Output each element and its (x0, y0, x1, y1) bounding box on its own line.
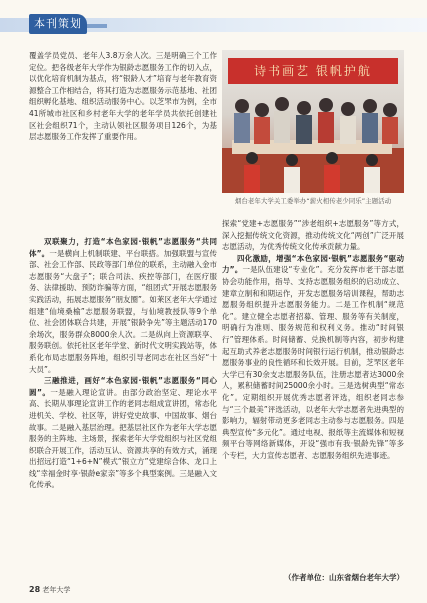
column-left-top (29, 50, 217, 143)
paragraph (29, 375, 217, 491)
photo-caption: 烟台老年大学关工委举办“薪火相传老少同乐”主题活动 (234, 197, 392, 205)
page-number: 28 (29, 585, 41, 594)
paragraph: 覆盖学员党员、老年人3.8万余人次。三是明确三个工作定位。把各级老年大学作为银龄志愿服务工作的切入点，以优化培育机制为基点，将“银龄人才”培育与老年教育资源整合工作相结合，将其打造为志愿服务示范基地、社团组织孵化基地、组织活动服务中心。以芝罘市为例，全市41所城市社区和乡村老年大学的老年学员共依托创建社区社会组织71个，主动认领社区服务项目126个，为基层志愿服务工作发挥了重要作用。 (29, 51, 217, 142)
people-illustration (222, 88, 404, 193)
paragraph-text: 一是横向上机制联建、平台联搭。加强联盟与宣传部、社会工作部、民政等部门单位的联系，主动融入金市志愿服务“大盘子”；联合司法、疾控等部门，在医疗服务、法律援助、预防诈骗等方面，“组团式”开展志愿服务实践活动，拓展志愿服务“朋友圈”。如莱区老年大学通过组建“仙境桑榆”志愿服务联盟，与仙境教授队等9个单位、社会团体联合共建，开展“银龄争先”等主题活动170余场次，服务群众8000余人次。二是纵向上资源联享、服务联创。依托社区老年学堂、新时代文明实践站等，体系化布局志愿服务阵地，组织引导老同志在社区当好“十大员”。 (29, 248, 217, 374)
page-footer (29, 585, 70, 595)
page-header (0, 0, 427, 40)
tab-ribbon (87, 24, 107, 28)
column-left-body (29, 236, 217, 491)
paragraph-text: 一是融入理论宣讲。由部分政治坚定、理论水平高、长期从事理论宣讲工作的老同志组成宣讲团，常态化进机关、学校、社区等，讲好党史故事、中国故事、烟台故事。二是融入基层治理。把基层社区作为老年大学志愿服务的主阵地、主场景，探索老年大学党组织与社区党组织联合开展工作，活动互认、资源共享的有效方式，涌现出招远打造“1+6+N”模式“银立方”党建综合体、龙口上线“幸福金时享·银龄e家亲”等多个典型案例。三是融入文化传承。 (29, 387, 217, 490)
journal-name: 老年大学 (42, 586, 71, 594)
paragraph-text: 一是队伍建设“专业化”。充分发挥市老干部志愿协会功能作用，指导、支持志愿服务组织的启动成立、建章立制和和期运作，开发志愿服务培训课程，帮助志愿服务组织提升志愿服务能力。二是工作机制“规范化”。建立健全志愿者招募、管理、服务等有关制度，明确行为准则、服务规范和权利义务。推动“时间银行”管理体系。时间储蓄、兑换机制等内容，初步构建起互助式养老志愿服务时间银行运行机制，推动银龄志愿服务事业的良性循环和长效开展。目前，芝罘区老年大学已有30余支志愿服务队伍，注册志愿者达3000余人，累积储蓄时间25000余小时。三是选树典型“常态化”。定期组织开展优秀志愿者评选，组织老同志参与“三个最美”评选活动，以老年大学志愿者先进典型的影响力，辐射带动更多老同志主动参与志愿服务。四是典型宣传“多元化”。通过电视、报纸等主流媒体和短视频平台等网络新媒体，开设“强市有我·银龄先锋”等多个专栏，大力宣传志愿者、志愿服务组织先进事迹。 (222, 265, 404, 460)
section-tab: 本刊策划 (29, 14, 87, 34)
paragraph (222, 253, 404, 462)
paragraph-lead: 三融推进，画好“本色家园·银帆”志愿服务“同心圆”。 (29, 376, 217, 397)
paragraph (222, 218, 404, 253)
column-right-body (222, 218, 404, 461)
paragraph-text: 探索“党建+志愿服务”“涉老组织+志愿服务”等方式，深入挖掘传统文化资源，推动传统文化“两创”广泛开展志愿活动，为优秀传统文化传承贡献力量。 (222, 219, 404, 252)
paragraph-lead: 双联聚力，打造“本色家园·银帆”志愿服务“共同体”。 (29, 237, 217, 258)
paragraph-lead: 四化激励，增强“本色家园·银帆”志愿服务“驱动力”。 (222, 253, 404, 275)
paragraph (29, 236, 217, 375)
photo-banner (228, 58, 398, 84)
banner-text: 诗书画艺 银帆护航 (254, 64, 372, 78)
author-affiliation: （作者单位：山东省烟台老年大学） (284, 573, 404, 582)
event-photo (222, 50, 404, 193)
